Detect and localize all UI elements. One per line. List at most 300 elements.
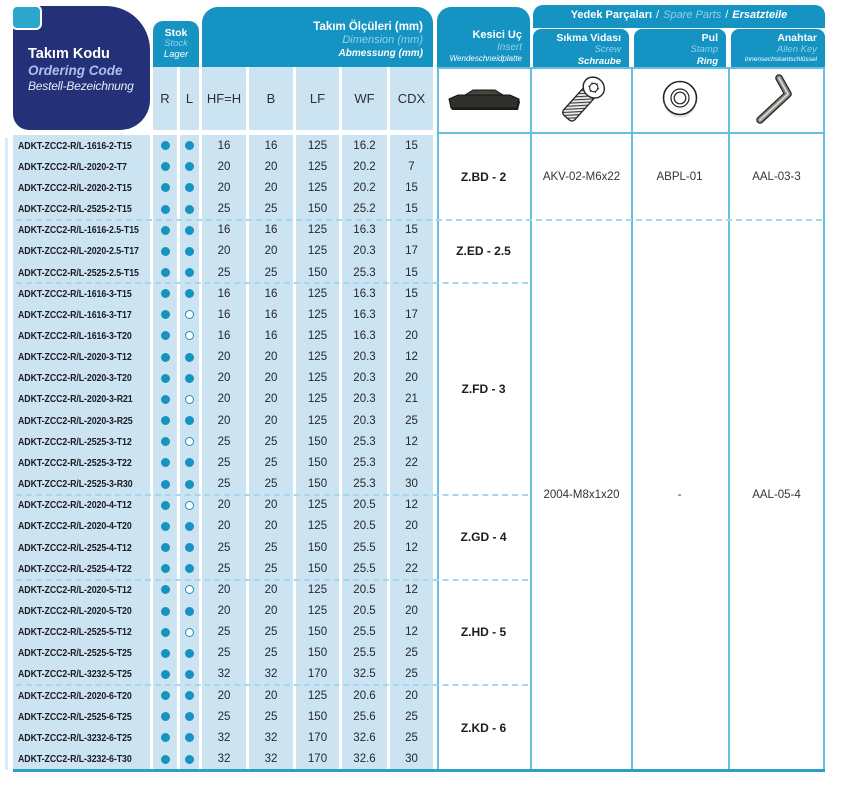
stock-l-dot-hollow — [185, 395, 194, 404]
group-separator — [16, 219, 822, 221]
stock-l-dot-filled — [185, 733, 194, 742]
dim-hf-cell: 25 — [202, 262, 246, 283]
ordering-code-table-body — [13, 135, 433, 770]
dim-hf-cell: 32 — [202, 727, 246, 748]
separator: / — [725, 9, 729, 21]
dim-hf-cell: 20 — [202, 347, 246, 368]
dim-lf-cell: 170 — [296, 727, 339, 748]
spare-parts-title-de: Ersatzteile — [732, 9, 788, 21]
dim-wf-cell: 20.6 — [342, 685, 387, 706]
dimensions-title-en: Dimension (mm) — [342, 34, 423, 47]
stock-l-dot-filled — [185, 543, 194, 552]
screw-value-cell: AKV-02-M6x22 — [542, 171, 621, 184]
group-separator — [16, 579, 528, 581]
stock-r-dot-cell — [153, 304, 177, 325]
tool-code-cell — [13, 664, 150, 685]
stamp-value-cell: ABPL-01 — [656, 171, 703, 184]
tool-code-cell — [13, 537, 150, 558]
tool-code-cell — [13, 262, 150, 283]
washer-ring-icon — [658, 77, 702, 123]
stock-l-dot-cell — [180, 495, 199, 516]
tool-code-text: ADKT-ZCC2-R/L-3232-5-T25 — [18, 668, 132, 681]
dim-b-cell: 25 — [249, 643, 293, 664]
tool-code-cell — [13, 198, 150, 219]
dim-hf-cell: 16 — [202, 220, 246, 241]
stock-l-dot-cell — [180, 706, 199, 727]
dim-cdx-cell: 30 — [390, 749, 433, 770]
dim-lf-cell: 125 — [296, 135, 339, 156]
dim-lf-cell: 150 — [296, 643, 339, 664]
dim-lf-cell: 125 — [296, 156, 339, 177]
column-header-l: L — [180, 67, 199, 130]
clamping-screw-icon — [553, 71, 609, 129]
stock-l-dot-filled — [185, 691, 194, 700]
dim-wf-cell: 20.2 — [342, 156, 387, 177]
dim-lf-cell: 125 — [296, 495, 339, 516]
tool-code-cell — [13, 685, 150, 706]
screw-header — [533, 29, 629, 67]
stock-r-dot-filled — [161, 649, 170, 658]
dim-lf-cell: 125 — [296, 685, 339, 706]
dim-cdx-cell: 15 — [390, 177, 433, 198]
dim-hf-cell: 25 — [202, 643, 246, 664]
dim-lf-cell: 150 — [296, 431, 339, 452]
stock-l-dot-hollow — [185, 628, 194, 637]
stock-r-dot-filled — [161, 712, 170, 721]
stock-r-dot-cell — [153, 347, 177, 368]
stock-l-dot-cell — [180, 685, 199, 706]
table-left-border — [5, 138, 8, 770]
dim-b-cell: 32 — [249, 749, 293, 770]
allen-key-image-cell — [731, 69, 820, 131]
tool-code-cell — [13, 135, 150, 156]
dim-hf-cell: 25 — [202, 558, 246, 579]
column-header-row — [153, 67, 433, 130]
stock-r-dot-filled — [161, 691, 170, 700]
stock-l-dot-cell — [180, 664, 199, 685]
stock-l-dot-filled — [185, 458, 194, 467]
grid-line — [437, 132, 825, 134]
stock-r-dot-filled — [161, 268, 170, 277]
dim-b-cell: 20 — [249, 241, 293, 262]
stock-l-dot-filled — [185, 226, 194, 235]
dim-lf-cell: 150 — [296, 537, 339, 558]
dim-lf-cell: 125 — [296, 347, 339, 368]
dim-hf-cell: 16 — [202, 325, 246, 346]
tool-code-text: ADKT-ZCC2-R/L-2020-3-T20 — [18, 372, 132, 385]
dim-cdx-cell: 20 — [390, 516, 433, 537]
stock-r-dot-cell — [153, 727, 177, 748]
stock-l-dot-cell — [180, 622, 199, 643]
dim-hf-cell: 20 — [202, 410, 246, 431]
stock-l-dot-cell — [180, 262, 199, 283]
tool-code-title-en: Ordering Code — [28, 62, 123, 78]
insert-group-cell: Z.GD - 4 — [460, 530, 507, 545]
dim-wf-cell: 32.5 — [342, 664, 387, 685]
dim-b-cell: 25 — [249, 452, 293, 473]
stock-r-dot-filled — [161, 522, 170, 531]
dim-hf-cell: 20 — [202, 685, 246, 706]
screw-title-de: Schraube — [577, 55, 621, 67]
dim-b-cell: 20 — [249, 177, 293, 198]
stock-r-dot-filled — [161, 183, 170, 192]
stock-l-dot-cell — [180, 304, 199, 325]
stock-r-dot-cell — [153, 389, 177, 410]
dim-cdx-cell: 30 — [390, 474, 433, 495]
dim-cdx-cell: 20 — [390, 600, 433, 621]
group-separator — [16, 494, 528, 496]
dim-cdx-cell: 12 — [390, 347, 433, 368]
stock-l-dot-cell — [180, 558, 199, 579]
tool-code-text: ADKT-ZCC2-R/L-1616-2.5-T15 — [18, 224, 139, 237]
dim-hf-cell: 25 — [202, 198, 246, 219]
dim-wf-cell: 25.5 — [342, 558, 387, 579]
tool-code-text: ADKT-ZCC2-R/L-2020-2-T7 — [18, 160, 127, 173]
tool-code-cell — [13, 579, 150, 600]
stock-l-dot-filled — [185, 564, 194, 573]
dim-cdx-cell: 15 — [390, 198, 433, 219]
dim-lf-cell: 125 — [296, 368, 339, 389]
dim-hf-cell: 20 — [202, 177, 246, 198]
stock-r-dot-filled — [161, 374, 170, 383]
dim-lf-cell: 150 — [296, 452, 339, 473]
dim-hf-cell: 20 — [202, 579, 246, 600]
tool-code-cell — [13, 452, 150, 473]
dim-lf-cell: 150 — [296, 474, 339, 495]
tool-code-text: ADKT-ZCC2-R/L-2020-3-R21 — [18, 393, 133, 406]
insert-title-de: Wendeschneidplatte — [449, 53, 522, 63]
dim-b-cell: 20 — [249, 368, 293, 389]
dim-wf-cell: 20.5 — [342, 579, 387, 600]
dimensions-header — [202, 7, 433, 67]
stock-l-dot-cell — [180, 410, 199, 431]
dim-wf-cell: 20.3 — [342, 241, 387, 262]
tool-code-text: ADKT-ZCC2-R/L-1616-3-T17 — [18, 308, 132, 321]
stock-l-dot-filled — [185, 416, 194, 425]
dim-lf-cell: 170 — [296, 664, 339, 685]
screw-value-cell: 2004-M8x1x20 — [543, 488, 620, 501]
insert-header — [437, 7, 530, 67]
screw-title-en: Screw — [594, 43, 621, 55]
dim-cdx-cell: 17 — [390, 304, 433, 325]
stock-l-dot-filled — [185, 712, 194, 721]
stock-r-dot-cell — [153, 156, 177, 177]
tool-code-text: ADKT-ZCC2-R/L-2525-4-T12 — [18, 541, 132, 554]
stock-l-dot-cell — [180, 135, 199, 156]
allen-key-icon — [751, 73, 801, 127]
stock-l-dot-cell — [180, 537, 199, 558]
dim-wf-cell: 20.5 — [342, 495, 387, 516]
tool-code-text: ADKT-ZCC2-R/L-2020-6-T20 — [18, 689, 132, 702]
dim-hf-cell: 20 — [202, 241, 246, 262]
stock-l-dot-filled — [185, 649, 194, 658]
stock-l-dot-cell — [180, 389, 199, 410]
stock-l-dot-filled — [185, 289, 194, 298]
dim-cdx-cell: 7 — [390, 156, 433, 177]
dim-lf-cell: 125 — [296, 389, 339, 410]
dim-hf-cell: 25 — [202, 431, 246, 452]
stamp-title-en: Stamp — [690, 43, 718, 55]
dim-cdx-cell: 25 — [390, 643, 433, 664]
dim-hf-cell: 25 — [202, 622, 246, 643]
tool-code-text: ADKT-ZCC2-R/L-3232-6-T25 — [18, 731, 132, 744]
dim-lf-cell: 150 — [296, 198, 339, 219]
dim-cdx-cell: 22 — [390, 558, 433, 579]
stock-r-dot-filled — [161, 289, 170, 298]
dim-wf-cell: 20.5 — [342, 600, 387, 621]
stamp-header — [634, 29, 726, 67]
dim-cdx-cell: 15 — [390, 220, 433, 241]
dim-wf-cell: 25.3 — [342, 262, 387, 283]
dim-wf-cell: 25.2 — [342, 198, 387, 219]
stock-l-dot-hollow — [185, 585, 194, 594]
stock-l-dot-filled — [185, 205, 194, 214]
dim-cdx-cell: 21 — [390, 389, 433, 410]
dim-wf-cell: 32.6 — [342, 727, 387, 748]
stock-l-dot-cell — [180, 474, 199, 495]
column-header-cdx: CDX — [390, 67, 433, 130]
dim-b-cell: 20 — [249, 516, 293, 537]
dim-lf-cell: 125 — [296, 325, 339, 346]
stamp-image-cell — [634, 69, 725, 131]
stock-l-dot-hollow — [185, 310, 194, 319]
insert-image-cell — [440, 69, 528, 131]
tool-code-title-tr: Takım Kodu — [28, 46, 110, 62]
dim-hf-cell: 20 — [202, 600, 246, 621]
tool-code-text: ADKT-ZCC2-R/L-2020-5-T20 — [18, 605, 132, 618]
dim-lf-cell: 150 — [296, 622, 339, 643]
stock-header — [153, 21, 199, 67]
dim-b-cell: 25 — [249, 262, 293, 283]
stock-r-dot-filled — [161, 733, 170, 742]
allen-key-title-en: Allen Key — [776, 43, 817, 55]
dim-lf-cell: 125 — [296, 177, 339, 198]
grooving-insert-icon — [446, 86, 522, 114]
dim-cdx-cell: 25 — [390, 410, 433, 431]
stock-l-dot-cell — [180, 749, 199, 770]
stock-r-dot-cell — [153, 495, 177, 516]
dim-cdx-cell: 12 — [390, 495, 433, 516]
dim-lf-cell: 125 — [296, 241, 339, 262]
stock-l-dot-cell — [180, 177, 199, 198]
dim-b-cell: 16 — [249, 304, 293, 325]
insert-title-tr: Kesici Uç — [472, 29, 522, 41]
stock-l-dot-filled — [185, 353, 194, 362]
dim-wf-cell: 25.3 — [342, 452, 387, 473]
stock-r-dot-cell — [153, 516, 177, 537]
stock-r-dot-cell — [153, 220, 177, 241]
tool-code-cell — [13, 283, 150, 304]
stock-r-dot-cell — [153, 283, 177, 304]
dim-wf-cell: 16.3 — [342, 304, 387, 325]
stock-r-dot-cell — [153, 643, 177, 664]
stock-l-dot-hollow — [185, 501, 194, 510]
column-header-b: B — [249, 67, 293, 130]
stock-r-dot-cell — [153, 558, 177, 579]
dim-wf-cell: 16.3 — [342, 283, 387, 304]
stock-l-dot-filled — [185, 670, 194, 679]
tool-code-cell — [13, 600, 150, 621]
column-header-hf=h: HF=H — [202, 67, 246, 130]
stock-l-dot-filled — [185, 141, 194, 150]
stock-r-dot-cell — [153, 262, 177, 283]
dim-lf-cell: 170 — [296, 749, 339, 770]
stock-r-dot-filled — [161, 480, 170, 489]
dim-hf-cell: 32 — [202, 664, 246, 685]
dim-b-cell: 16 — [249, 325, 293, 346]
stock-r-dot-filled — [161, 755, 170, 764]
tool-code-cell — [13, 431, 150, 452]
insert-title-en: Insert — [496, 42, 522, 54]
spare-parts-title-tr: Yedek Parçaları — [570, 9, 653, 21]
dim-hf-cell: 25 — [202, 452, 246, 473]
stamp-value-cell: - — [677, 488, 682, 501]
screw-image-cell — [533, 69, 628, 131]
allen-key-value-cell: AAL-03-3 — [752, 171, 801, 184]
stock-r-dot-cell — [153, 685, 177, 706]
tool-code-text: ADKT-ZCC2-R/L-1616-3-T15 — [18, 287, 132, 300]
tool-code-text: ADKT-ZCC2-R/L-2020-4-T20 — [18, 520, 132, 533]
stock-l-dot-cell — [180, 431, 199, 452]
stock-r-dot-filled — [161, 226, 170, 235]
stock-r-dot-cell — [153, 600, 177, 621]
stamp-title-de: Ring — [696, 55, 718, 67]
stock-l-dot-cell — [180, 368, 199, 389]
dim-wf-cell: 16.3 — [342, 325, 387, 346]
stock-r-dot-cell — [153, 241, 177, 262]
dim-hf-cell: 20 — [202, 495, 246, 516]
stock-r-dot-filled — [161, 437, 170, 446]
dim-cdx-cell: 12 — [390, 622, 433, 643]
stock-r-dot-cell — [153, 177, 177, 198]
column-header-lf: LF — [296, 67, 339, 130]
stock-r-dot-cell — [153, 325, 177, 346]
group-separator — [16, 282, 528, 284]
dim-hf-cell: 25 — [202, 474, 246, 495]
stock-r-dot-cell — [153, 664, 177, 685]
tool-code-cell — [13, 558, 150, 579]
dim-lf-cell: 150 — [296, 262, 339, 283]
dim-b-cell: 25 — [249, 622, 293, 643]
dim-b-cell: 16 — [249, 135, 293, 156]
stock-l-dot-cell — [180, 283, 199, 304]
stock-r-dot-cell — [153, 706, 177, 727]
stock-r-dot-cell — [153, 452, 177, 473]
dim-wf-cell: 25.3 — [342, 431, 387, 452]
dim-lf-cell: 125 — [296, 579, 339, 600]
tool-code-cell — [13, 749, 150, 770]
dim-wf-cell: 16.2 — [342, 135, 387, 156]
dim-lf-cell: 125 — [296, 220, 339, 241]
dim-b-cell: 16 — [249, 220, 293, 241]
stock-r-dot-cell — [153, 368, 177, 389]
stock-r-dot-filled — [161, 247, 170, 256]
dim-cdx-cell: 15 — [390, 283, 433, 304]
stock-r-dot-filled — [161, 331, 170, 340]
dim-cdx-cell: 20 — [390, 685, 433, 706]
dim-hf-cell: 20 — [202, 368, 246, 389]
spare-parts-header — [533, 5, 825, 28]
column-header-r: R — [153, 67, 177, 130]
dim-b-cell: 20 — [249, 495, 293, 516]
tool-code-text: ADKT-ZCC2-R/L-2020-3-R25 — [18, 414, 133, 427]
dim-hf-cell: 32 — [202, 749, 246, 770]
tool-code-text: ADKT-ZCC2-R/L-2525-3-T12 — [18, 435, 132, 448]
insert-group-cell: Z.HD - 5 — [460, 625, 507, 640]
dim-hf-cell: 16 — [202, 135, 246, 156]
tool-code-cell — [13, 474, 150, 495]
dim-b-cell: 25 — [249, 706, 293, 727]
dim-b-cell: 25 — [249, 537, 293, 558]
dim-wf-cell: 25.5 — [342, 643, 387, 664]
group-separator — [16, 684, 528, 686]
tool-code-text: ADKT-ZCC2-R/L-3232-6-T30 — [18, 753, 132, 766]
dim-b-cell: 25 — [249, 474, 293, 495]
dim-b-cell: 25 — [249, 198, 293, 219]
stock-r-dot-cell — [153, 410, 177, 431]
stock-r-dot-filled — [161, 310, 170, 319]
dim-b-cell: 20 — [249, 156, 293, 177]
dim-wf-cell: 32.6 — [342, 749, 387, 770]
dim-cdx-cell: 12 — [390, 579, 433, 600]
stock-r-dot-filled — [161, 628, 170, 637]
stock-l-dot-filled — [185, 607, 194, 616]
dim-hf-cell: 20 — [202, 389, 246, 410]
tool-code-text: ADKT-ZCC2-R/L-2525-3-T22 — [18, 456, 132, 469]
tool-code-text: ADKT-ZCC2-R/L-2020-3-T12 — [18, 351, 132, 364]
dim-hf-cell: 20 — [202, 156, 246, 177]
tool-code-text: ADKT-ZCC2-R/L-1616-2-T15 — [18, 139, 132, 152]
stock-r-dot-filled — [161, 670, 170, 679]
dim-wf-cell: 25.6 — [342, 706, 387, 727]
stock-r-dot-filled — [161, 607, 170, 616]
dim-cdx-cell: 25 — [390, 727, 433, 748]
stock-r-dot-filled — [161, 564, 170, 573]
stamp-title-tr: Pul — [701, 32, 718, 44]
tool-code-cell — [13, 156, 150, 177]
stock-l-dot-cell — [180, 156, 199, 177]
stock-l-dot-cell — [180, 347, 199, 368]
stock-l-dot-cell — [180, 516, 199, 537]
tool-code-cell — [13, 516, 150, 537]
dim-cdx-cell: 12 — [390, 537, 433, 558]
stock-r-dot-cell — [153, 431, 177, 452]
dim-wf-cell: 25.3 — [342, 474, 387, 495]
tool-code-text: ADKT-ZCC2-R/L-2020-4-T12 — [18, 499, 132, 512]
tool-code-cell — [13, 622, 150, 643]
stock-l-dot-filled — [185, 480, 194, 489]
dim-b-cell: 20 — [249, 347, 293, 368]
stock-l-dot-cell — [180, 727, 199, 748]
stock-r-dot-filled — [161, 353, 170, 362]
stock-l-dot-filled — [185, 183, 194, 192]
dim-cdx-cell: 20 — [390, 325, 433, 346]
dim-lf-cell: 125 — [296, 410, 339, 431]
stock-l-dot-cell — [180, 643, 199, 664]
stock-r-dot-filled — [161, 162, 170, 171]
tool-code-cell — [13, 389, 150, 410]
stock-l-dot-cell — [180, 452, 199, 473]
tool-code-text: ADKT-ZCC2-R/L-2020-2-T15 — [18, 181, 132, 194]
stock-l-dot-cell — [180, 241, 199, 262]
dim-cdx-cell: 17 — [390, 241, 433, 262]
dim-lf-cell: 125 — [296, 283, 339, 304]
dim-wf-cell: 20.3 — [342, 389, 387, 410]
dim-b-cell: 20 — [249, 410, 293, 431]
stock-title-tr: Stok — [164, 27, 188, 39]
screw-title-tr: Sıkma Vidası — [556, 32, 621, 44]
dim-hf-cell: 20 — [202, 516, 246, 537]
